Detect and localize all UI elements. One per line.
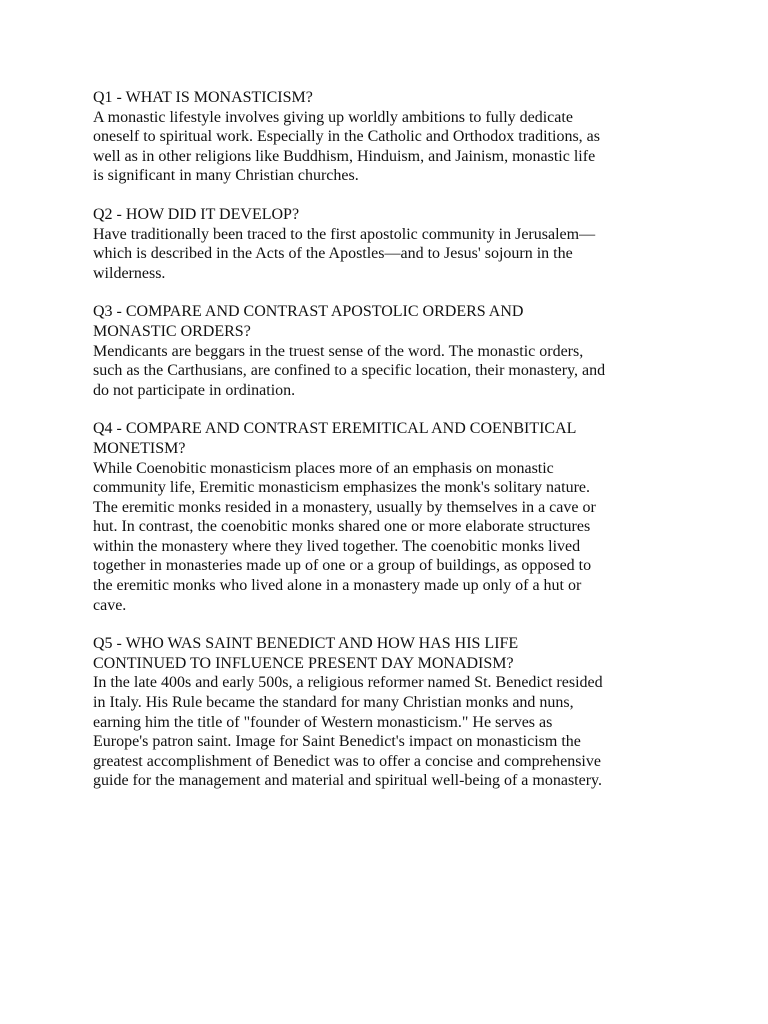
qa-block-q3	[93, 302, 693, 400]
qa-block-q5	[93, 634, 693, 791]
question-heading: Q3 - COMPARE AND CONTRAST APOSTOLIC ORDERS AND MONASTIC ORDERS?	[93, 303, 524, 340]
question-heading: Q4 - COMPARE AND CONTRAST EREMITICAL AND COENBITICAL MONETISM?	[93, 420, 577, 457]
answer-text: Have traditionally been traced to the first apostolic community in Jerusalem— which is described in the Acts of the Apostles—and to Jesus' sojourn in the wilderness.	[93, 225, 596, 282]
answer-text: Mendicants are beggars in the truest sense of the word. The monastic orders, such as the Carthusians, are confined to a specific location, their monastery, and do not participate in ordination.	[93, 342, 606, 399]
answer-text: A monastic lifestyle involves giving up worldly ambitions to fully dedicate oneself to spiritual work. Especially in the Catholic and Orthodox traditions, as well as in other religions like Buddhism, Hinduism, and Jainism, monastic life is significant in many Christian churches.	[93, 108, 601, 185]
answer-text: While Coenobitic monasticism places more of an emphasis on monastic community life, Eremitic monasticism emphasizes the monk's solitary nature. The eremitic monks resided in a monastery, usually by themselves in a cave or hut. In contrast, the coenobitic monks shared one or more elaborate structures within the monastery where they lived together. The coenobitic monks lived together in monasteries made up of one or a group of buildings, as opposed to the eremitic monks who lived alone in a monastery made up only of a hut or cave.	[93, 459, 596, 614]
qa-block-q2	[93, 205, 693, 283]
qa-block-q1	[93, 88, 693, 186]
document-page	[93, 88, 693, 810]
answer-text: In the late 400s and early 500s, a religious reformer named St. Benedict resided in Italy. His Rule became the standard for many Christian monks and nuns, earning him the title of "founder of Western monasticism." He serves as Europe's patron saint. Image for Saint Benedict's impact on monasticism the greatest accomplishment of Benedict was to offer a concise and comprehensive guide for the management and material and spiritual well-being of a monastery.	[93, 674, 603, 790]
question-heading: Q2 - HOW DID IT DEVELOP?	[93, 205, 300, 223]
question-heading: Q1 - WHAT IS MONASTICISM?	[93, 89, 313, 106]
qa-block-q4	[93, 419, 693, 615]
question-heading: Q5 - WHO WAS SAINT BENEDICT AND HOW HAS HIS LIFE CONTINUED TO INFLUENCE PRESENT DAY MONADISM?	[93, 635, 519, 672]
